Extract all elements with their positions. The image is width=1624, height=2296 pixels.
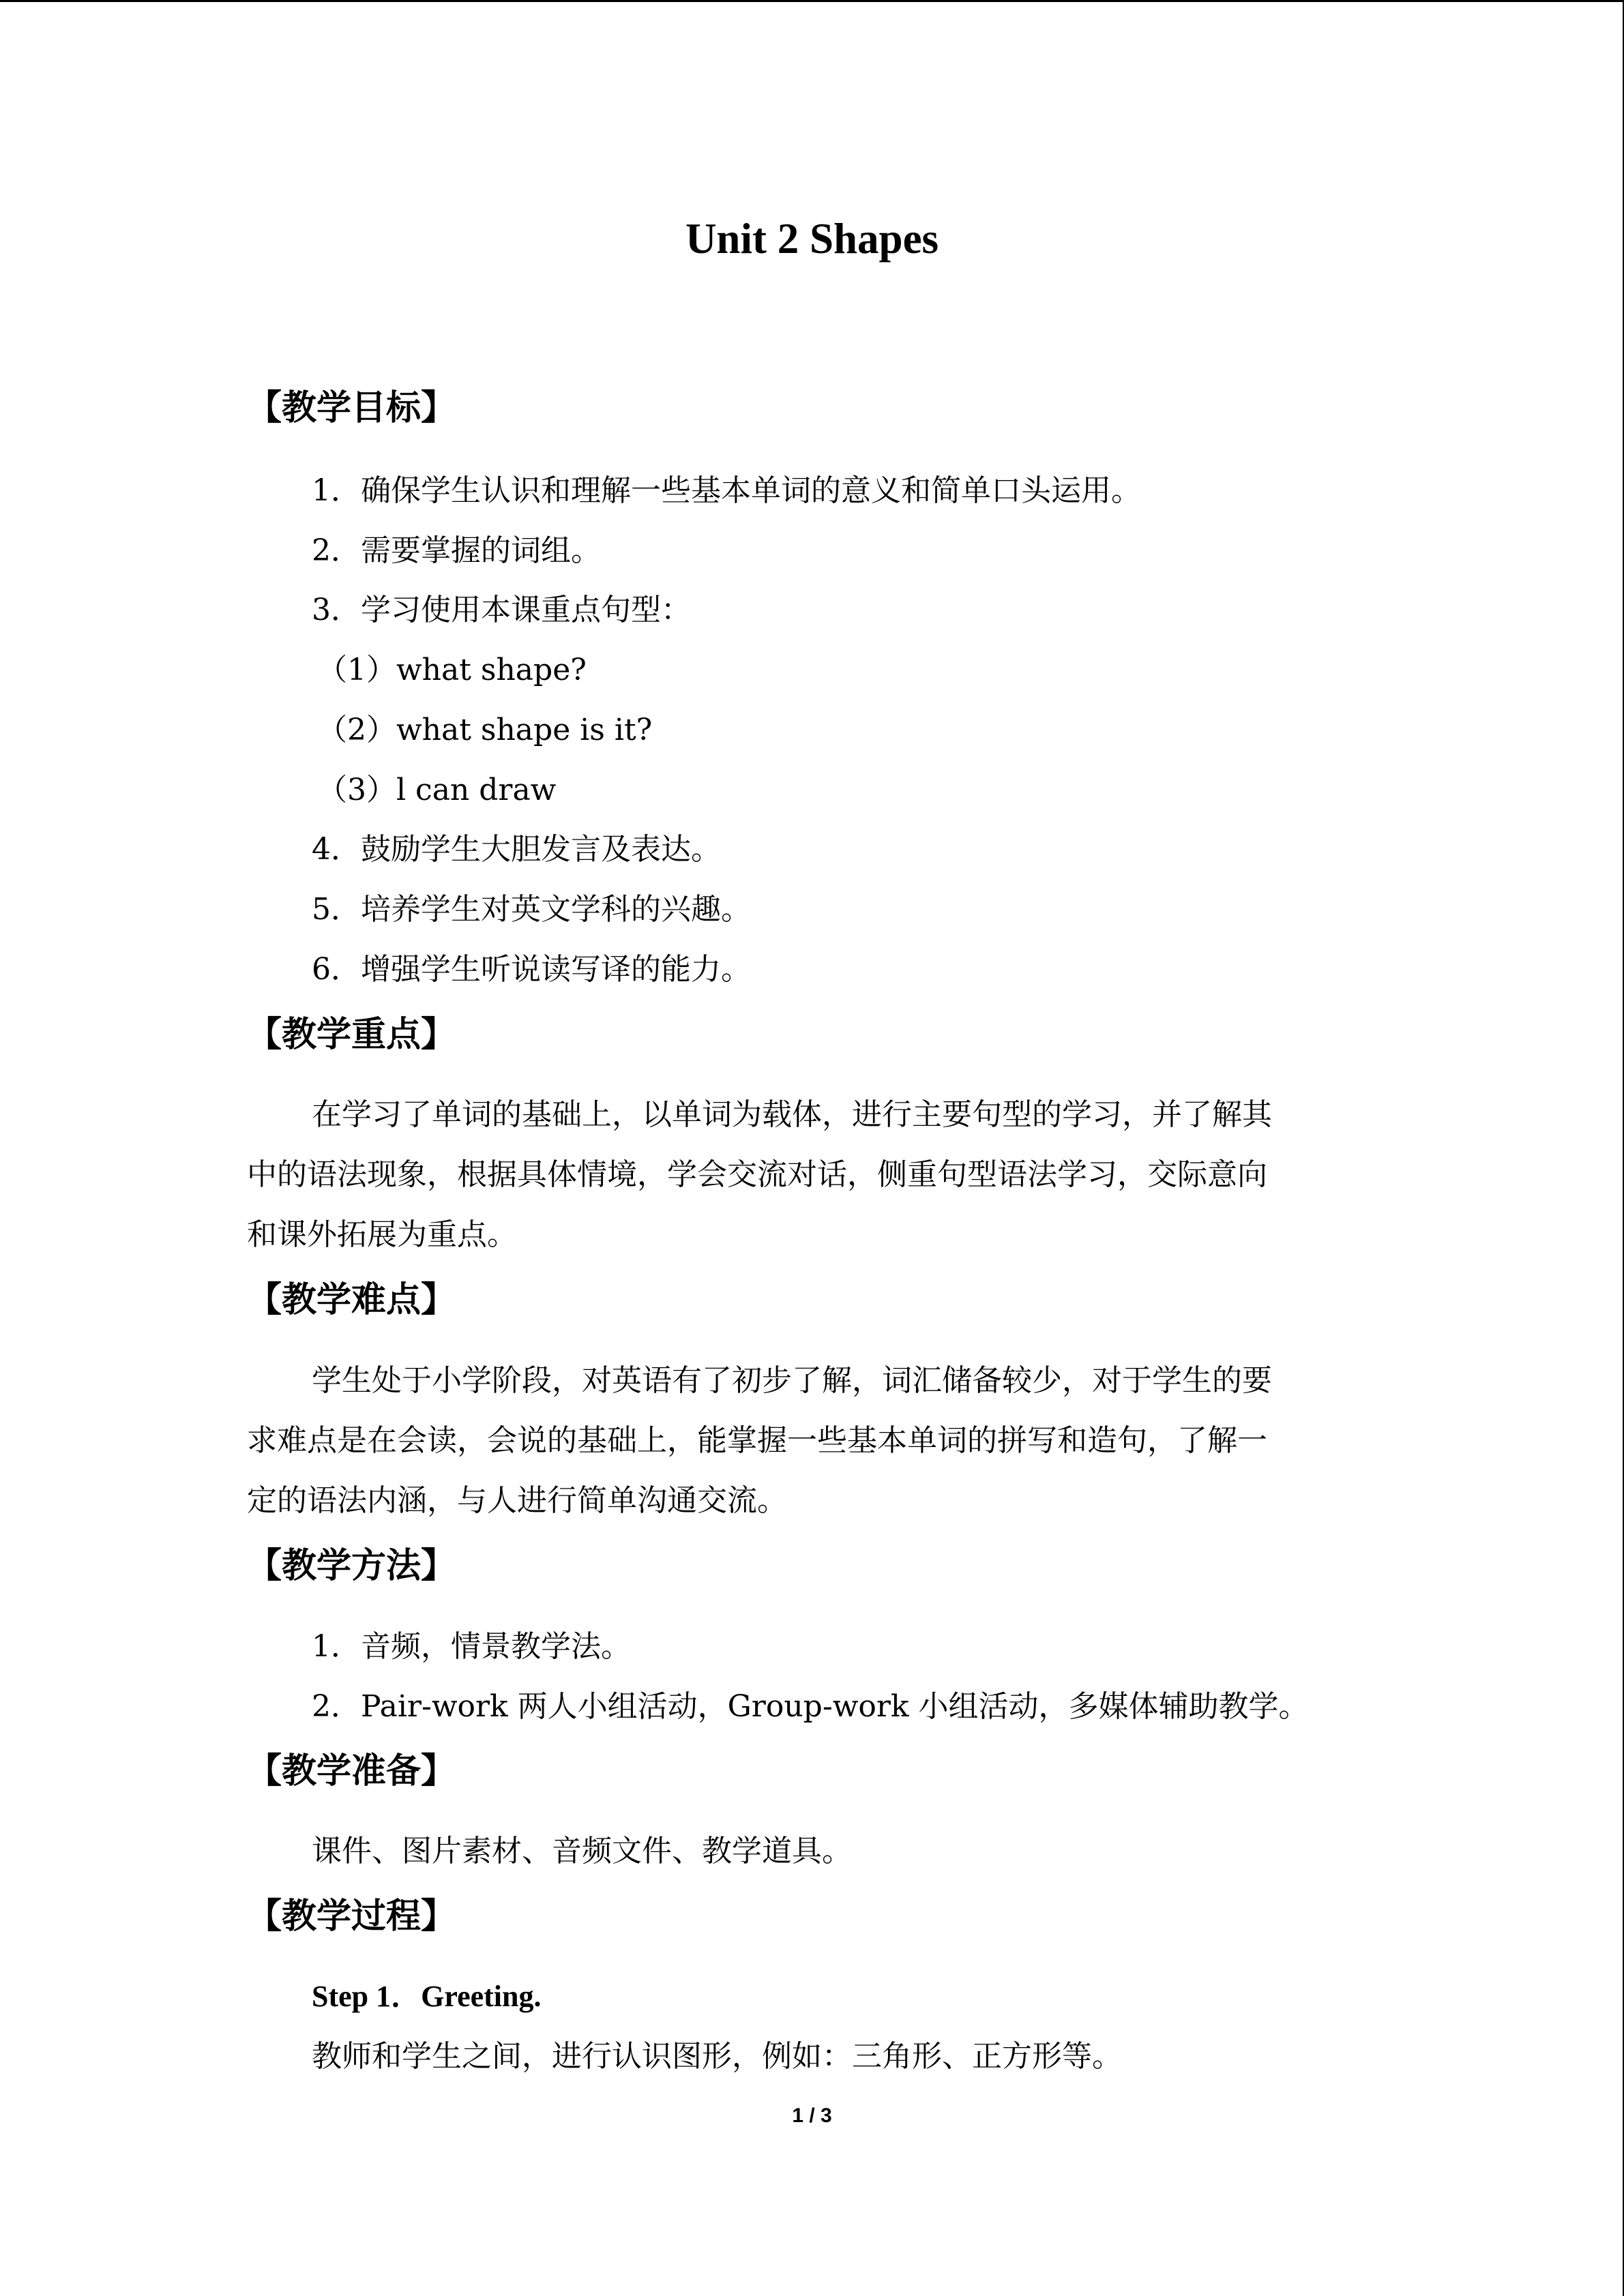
objective-subitem-3: （3）l can draw [317,773,557,807]
section-heading-difficulties: 【教学难点】 [247,1279,456,1320]
objective-item-6: 6．增强学生听说读写译的能力。 [312,952,751,987]
difficulties-line-1: 学生处于小学阶段，对英语有了初步了解，词汇储备较少，对于学生的要 [312,1363,1272,1398]
objective-item-5: 5．培养学生对英文学科的兴趣。 [312,892,751,927]
objective-subitem-1: （1）what shape? [317,653,587,687]
page-number: 1 / 3 [792,2104,832,2127]
key-points-line-3: 和课外拓展为重点。 [247,1217,517,1252]
difficulties-line-3: 定的语法内涵，与人进行简单沟通交流。 [247,1483,787,1518]
section-heading-objectives: 【教学目标】 [247,387,456,428]
objective-item-2: 2．需要掌握的词组。 [312,533,601,568]
section-heading-process: 【教学过程】 [247,1896,456,1937]
document-title: Unit 2 Shapes [685,215,939,263]
key-points-line-2: 中的语法现象，根据具体情境，学会交流对话，侧重句型语法学习，交际意向 [247,1157,1267,1192]
method-item-2: 2．Pair-work 两人小组活动，Group-work 小组活动，多媒体辅助教学。 [312,1689,1309,1724]
objective-item-4: 4．鼓励学生大胆发言及表达。 [312,832,721,867]
step-1-title: Step 1．Greeting. [312,1980,542,2013]
method-item-1: 1．音频，情景教学法。 [312,1629,631,1664]
section-heading-key-points: 【教学重点】 [247,1014,456,1055]
section-heading-preparation: 【教学准备】 [247,1750,456,1791]
section-heading-methods: 【教学方法】 [247,1545,456,1586]
step-1-text: 教师和学生之间，进行认识图形，例如：三角形、正方形等。 [312,2039,1122,2074]
preparation-text: 课件、图片素材、音频文件、教学道具。 [312,1834,852,1868]
key-points-line-1: 在学习了单词的基础上，以单词为载体，进行主要句型的学习，并了解其 [312,1097,1272,1132]
objective-item-3: 3．学习使用本课重点句型： [312,593,691,627]
objective-item-1: 1．确保学生认识和理解一些基本单词的意义和简单口头运用。 [312,473,1141,508]
objective-subitem-2: （2）what shape is it? [317,713,653,747]
difficulties-line-2: 求难点是在会读，会说的基础上，能掌握一些基本单词的拼写和造句，了解一 [247,1423,1267,1458]
